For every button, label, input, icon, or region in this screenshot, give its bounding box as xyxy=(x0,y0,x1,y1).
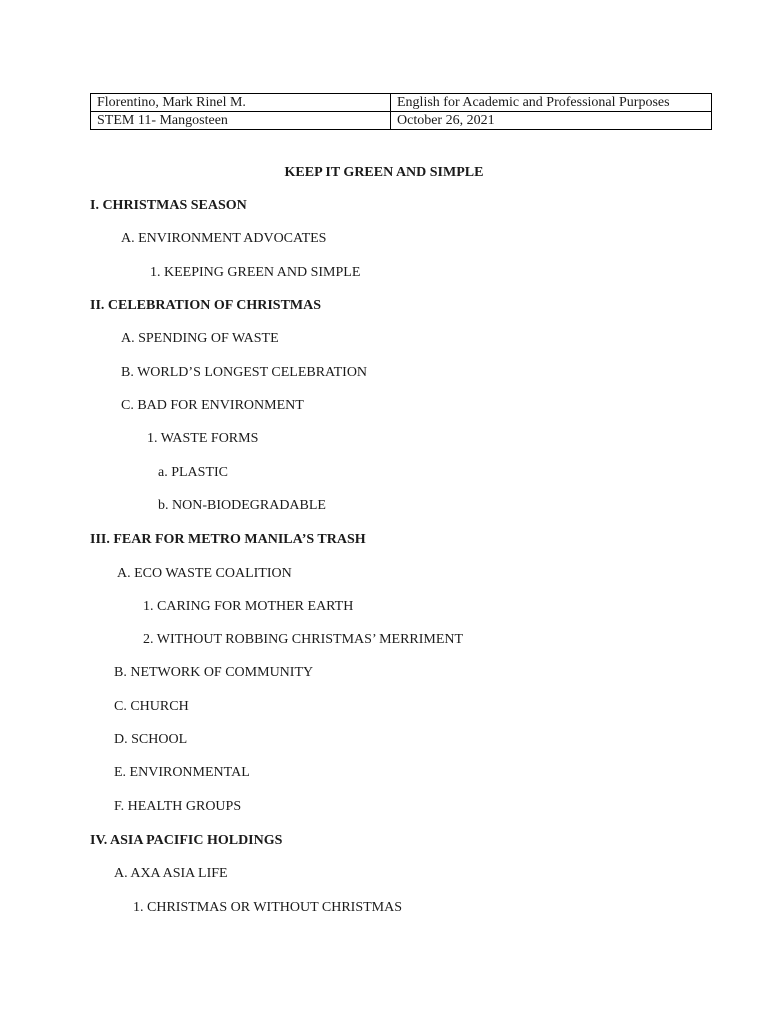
outline-item: A. SPENDING OF WASTE xyxy=(121,331,279,346)
outline-item: 2. WITHOUT ROBBING CHRISTMAS’ MERRIMENT xyxy=(143,632,464,647)
outline-item: F. HEALTH GROUPS xyxy=(114,799,242,814)
subject-name: English for Academic and Professional Purposes xyxy=(391,94,712,112)
header-row xyxy=(91,94,712,112)
outline-item: B. NETWORK OF COMMUNITY xyxy=(114,665,314,680)
outline-heading: III. FEAR FOR METRO MANILA’S TRASH xyxy=(90,532,366,547)
student-name: Florentino, Mark Rinel M. xyxy=(91,94,391,112)
outline-item: 1. CARING FOR MOTHER EARTH xyxy=(143,599,354,614)
strand-section: STEM 11- Mangosteen xyxy=(91,112,391,130)
outline-item: 1. WASTE FORMS xyxy=(147,431,259,446)
outline-item: D. SCHOOL xyxy=(114,732,188,747)
outline-item: a. PLASTIC xyxy=(158,465,228,480)
outline-item: E. ENVIRONMENTAL xyxy=(114,765,250,780)
outline-heading: I. CHRISTMAS SEASON xyxy=(90,198,247,213)
outline-item: C. BAD FOR ENVIRONMENT xyxy=(121,398,304,413)
outline-item: B. WORLD’S LONGEST CELEBRATION xyxy=(121,365,368,380)
outline-item: 1. CHRISTMAS OR WITHOUT CHRISTMAS xyxy=(133,900,403,915)
outline-item: A. ENVIRONMENT ADVOCATES xyxy=(121,231,327,246)
document-date: October 26, 2021 xyxy=(391,112,712,130)
outline-item: b. NON-BIODEGRADABLE xyxy=(158,498,326,513)
outline-heading: IV. ASIA PACIFIC HOLDINGS xyxy=(90,833,283,848)
document-title: KEEP IT GREEN AND SIMPLE xyxy=(284,165,484,180)
header-info-table xyxy=(90,93,712,130)
outline-heading: II. CELEBRATION OF CHRISTMAS xyxy=(90,298,322,313)
header-row xyxy=(91,112,712,130)
outline-item: C. CHURCH xyxy=(114,699,189,714)
outline-item: A. AXA ASIA LIFE xyxy=(114,866,228,881)
outline-item: A. ECO WASTE COALITION xyxy=(117,566,292,581)
outline-item: 1. KEEPING GREEN AND SIMPLE xyxy=(150,265,361,280)
